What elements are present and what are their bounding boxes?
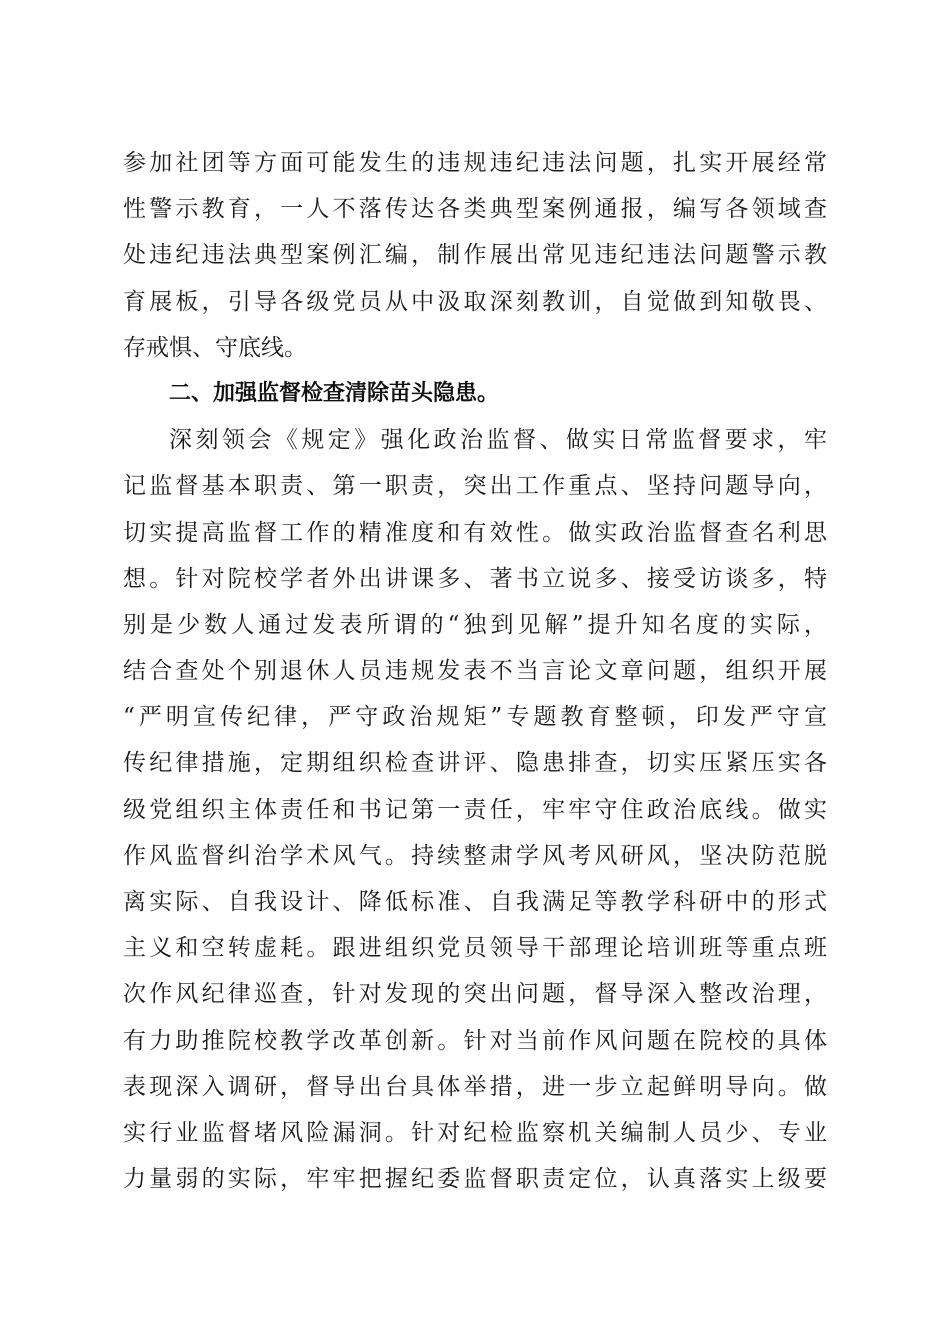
paragraph-1-line: 性警示教育，一人不落传达各类典型案例通报，编写各领域查: [123, 196, 827, 223]
paragraph-2-line: 力量弱的实际，牢牢把握纪委监督职责定位，认真落实上级要: [123, 1166, 827, 1193]
paragraph-2-line: 有力助推院校教学改革创新。针对当前作风问题在院校的具体: [123, 1027, 827, 1054]
paragraph-2-line: 结合查处个别退休人员违规发表不当言论文章问题，组织开展: [123, 658, 827, 685]
paragraph-2-line: “严明宣传纪律，严守政治规矩”专题教育整顿，印发严守宣: [123, 704, 827, 731]
section-heading: 二、加强监督检查清除苗头隐患。: [169, 380, 500, 406]
paragraph-1-line: 育展板，引导各级党员从中汲取深刻教训，自觉做到知敬畏、: [123, 288, 827, 315]
paragraph-2-line: 表现深入调研，督导出台具体举措，进一步立起鲜明导向。做: [123, 1073, 827, 1100]
paragraph-2-line: 作风监督纠治学术风气。持续整肃学风考风研风，坚决防范脱: [123, 842, 827, 869]
paragraph-2-line: 别是少数人通过发表所谓的“独到见解”提升知名度的实际，: [123, 611, 827, 638]
paragraph-2-line: 离实际、自我设计、降低标准、自我满足等教学科研中的形式: [123, 889, 827, 915]
paragraph-2-line: 级党组织主体责任和书记第一责任，牢牢守住政治底线。做实: [123, 796, 827, 823]
paragraph-2-line: 深刻领会《规定》强化政治监督、做实日常监督要求，牢: [169, 427, 827, 454]
paragraph-1-line: 存戒惧、守底线。: [123, 334, 307, 361]
paragraph-2-line: 想。针对院校学者外出讲课多、著书立说多、接受访谈多，特: [123, 565, 827, 592]
document-body: [123, 140, 827, 1202]
paragraph-2-line: 主义和空转虚耗。跟进组织党员领导干部理论培训班等重点班: [123, 935, 827, 962]
paragraph-2-line: 切实提高监督工作的精准度和有效性。做实政治监督查名利思: [123, 519, 827, 546]
paragraph-2-line: 实行业监督堵风险漏洞。针对纪检监察机关编制人员少、专业: [123, 1119, 827, 1146]
paragraph-2-line: 记监督基本职责、第一职责，突出工作重点、坚持问题导向，: [123, 473, 827, 500]
paragraph-2-line: 次作风纪律巡查，针对发现的突出问题，督导深入整改治理，: [123, 981, 827, 1008]
paragraph-1-line: 处违纪违法典型案例汇编，制作展出常见违纪违法问题警示教: [123, 242, 827, 269]
paragraph-1-line: 参加社团等方面可能发生的违规违纪违法问题，扎实开展经常: [123, 150, 827, 176]
paragraph-2-line: 传纪律措施，定期组织检查讲评、隐患排查，切实压紧压实各: [123, 750, 827, 777]
